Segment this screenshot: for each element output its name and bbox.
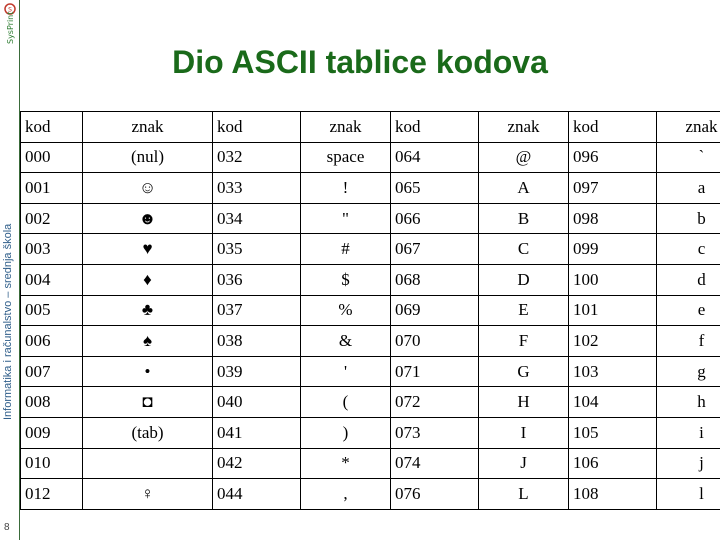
code-cell: 096 xyxy=(569,142,657,173)
code-cell: 044 xyxy=(213,479,301,510)
char-cell: b xyxy=(657,203,720,234)
char-cell: B xyxy=(479,203,569,234)
char-cell: (tab) xyxy=(83,417,213,448)
code-cell: 072 xyxy=(391,387,479,418)
code-cell: 042 xyxy=(213,448,301,479)
char-cell: ( xyxy=(301,387,391,418)
code-cell: 032 xyxy=(213,142,301,173)
table-row xyxy=(21,417,720,448)
char-cell: ☻ xyxy=(83,203,213,234)
code-cell: 006 xyxy=(21,326,83,357)
column-header-znak: znak xyxy=(479,112,569,143)
svg-text:SysPrint: SysPrint xyxy=(6,11,15,44)
char-cell: ) xyxy=(301,417,391,448)
table-row xyxy=(21,448,720,479)
char-cell: a xyxy=(657,173,720,204)
char-cell: * xyxy=(301,448,391,479)
column-header-kod: kod xyxy=(391,112,479,143)
code-cell: 102 xyxy=(569,326,657,357)
char-cell: ! xyxy=(301,173,391,204)
char-cell: J xyxy=(479,448,569,479)
code-cell: 035 xyxy=(213,234,301,265)
code-cell: 070 xyxy=(391,326,479,357)
code-cell: 106 xyxy=(569,448,657,479)
char-cell: " xyxy=(301,203,391,234)
char-cell: D xyxy=(479,264,569,295)
char-cell: E xyxy=(479,295,569,326)
code-cell: 008 xyxy=(21,387,83,418)
code-cell: 067 xyxy=(391,234,479,265)
table-row xyxy=(21,203,720,234)
char-cell: g xyxy=(657,356,720,387)
code-cell: 038 xyxy=(213,326,301,357)
char-cell: ♣ xyxy=(83,295,213,326)
code-cell: 009 xyxy=(21,417,83,448)
table-header-row xyxy=(21,112,720,143)
page-title: Dio ASCII tablice kodova xyxy=(172,44,548,80)
code-cell: 101 xyxy=(569,295,657,326)
code-cell: 100 xyxy=(569,264,657,295)
char-cell: ' xyxy=(301,356,391,387)
table-row xyxy=(21,326,720,357)
table-row xyxy=(21,295,720,326)
column-header-znak: znak xyxy=(657,112,720,143)
char-cell: ` xyxy=(657,142,720,173)
char-cell: C xyxy=(479,234,569,265)
code-cell: 064 xyxy=(391,142,479,173)
code-cell: 001 xyxy=(21,173,83,204)
code-cell: 108 xyxy=(569,479,657,510)
sidebar xyxy=(0,0,20,540)
column-header-kod: kod xyxy=(213,112,301,143)
code-cell: 012 xyxy=(21,479,83,510)
code-cell: 000 xyxy=(21,142,83,173)
code-cell: 103 xyxy=(569,356,657,387)
char-cell: • xyxy=(83,356,213,387)
char-cell: & xyxy=(301,326,391,357)
code-cell: 073 xyxy=(391,417,479,448)
code-cell: 066 xyxy=(391,203,479,234)
code-cell: 036 xyxy=(213,264,301,295)
table-body xyxy=(21,142,720,509)
code-cell: 037 xyxy=(213,295,301,326)
char-cell: ♀ xyxy=(83,479,213,510)
code-cell: 097 xyxy=(569,173,657,204)
char-cell: @ xyxy=(479,142,569,173)
char-cell: F xyxy=(479,326,569,357)
code-cell: 098 xyxy=(569,203,657,234)
table-row xyxy=(21,234,720,265)
table-row xyxy=(21,264,720,295)
char-cell: % xyxy=(301,295,391,326)
char-cell: e xyxy=(657,295,720,326)
char-cell: ☺ xyxy=(83,173,213,204)
column-header-kod: kod xyxy=(569,112,657,143)
char-cell: H xyxy=(479,387,569,418)
logo-icon xyxy=(2,2,18,46)
char-cell: $ xyxy=(301,264,391,295)
char-cell: I xyxy=(479,417,569,448)
char-cell: space xyxy=(301,142,391,173)
code-cell: 034 xyxy=(213,203,301,234)
code-cell: 076 xyxy=(391,479,479,510)
code-cell: 010 xyxy=(21,448,83,479)
char-cell: c xyxy=(657,234,720,265)
ascii-table xyxy=(20,111,720,510)
code-cell: 033 xyxy=(213,173,301,204)
char-cell: (nul) xyxy=(83,142,213,173)
char-cell: ♦ xyxy=(83,264,213,295)
table-row xyxy=(21,356,720,387)
code-cell: 065 xyxy=(391,173,479,204)
char-cell: ♠ xyxy=(83,326,213,357)
char-cell: j xyxy=(657,448,720,479)
code-cell: 068 xyxy=(391,264,479,295)
code-cell: 040 xyxy=(213,387,301,418)
code-cell: 074 xyxy=(391,448,479,479)
char-cell xyxy=(83,448,213,479)
column-header-kod: kod xyxy=(21,112,83,143)
code-cell: 071 xyxy=(391,356,479,387)
table-row xyxy=(21,387,720,418)
code-cell: 105 xyxy=(569,417,657,448)
char-cell: G xyxy=(479,356,569,387)
char-cell: d xyxy=(657,264,720,295)
table-row xyxy=(21,173,720,204)
code-cell: 005 xyxy=(21,295,83,326)
code-cell: 039 xyxy=(213,356,301,387)
char-cell: ♥ xyxy=(83,234,213,265)
char-cell: i xyxy=(657,417,720,448)
code-cell: 099 xyxy=(569,234,657,265)
code-cell: 104 xyxy=(569,387,657,418)
code-cell: 004 xyxy=(21,264,83,295)
char-cell: f xyxy=(657,326,720,357)
char-cell: ◘ xyxy=(83,387,213,418)
table-row xyxy=(21,479,720,510)
char-cell: L xyxy=(479,479,569,510)
code-cell: 041 xyxy=(213,417,301,448)
char-cell: h xyxy=(657,387,720,418)
column-header-znak: znak xyxy=(301,112,391,143)
char-cell: , xyxy=(301,479,391,510)
code-cell: 002 xyxy=(21,203,83,234)
char-cell: # xyxy=(301,234,391,265)
sidebar-vertical-text: Informatika i računalstvo – srednja škola xyxy=(2,223,14,420)
page-number: 8 xyxy=(4,522,10,533)
code-cell: 003 xyxy=(21,234,83,265)
char-cell: A xyxy=(479,173,569,204)
table-row xyxy=(21,142,720,173)
svg-text:S: S xyxy=(8,6,12,14)
code-cell: 069 xyxy=(391,295,479,326)
char-cell: l xyxy=(657,479,720,510)
column-header-znak: znak xyxy=(83,112,213,143)
code-cell: 007 xyxy=(21,356,83,387)
